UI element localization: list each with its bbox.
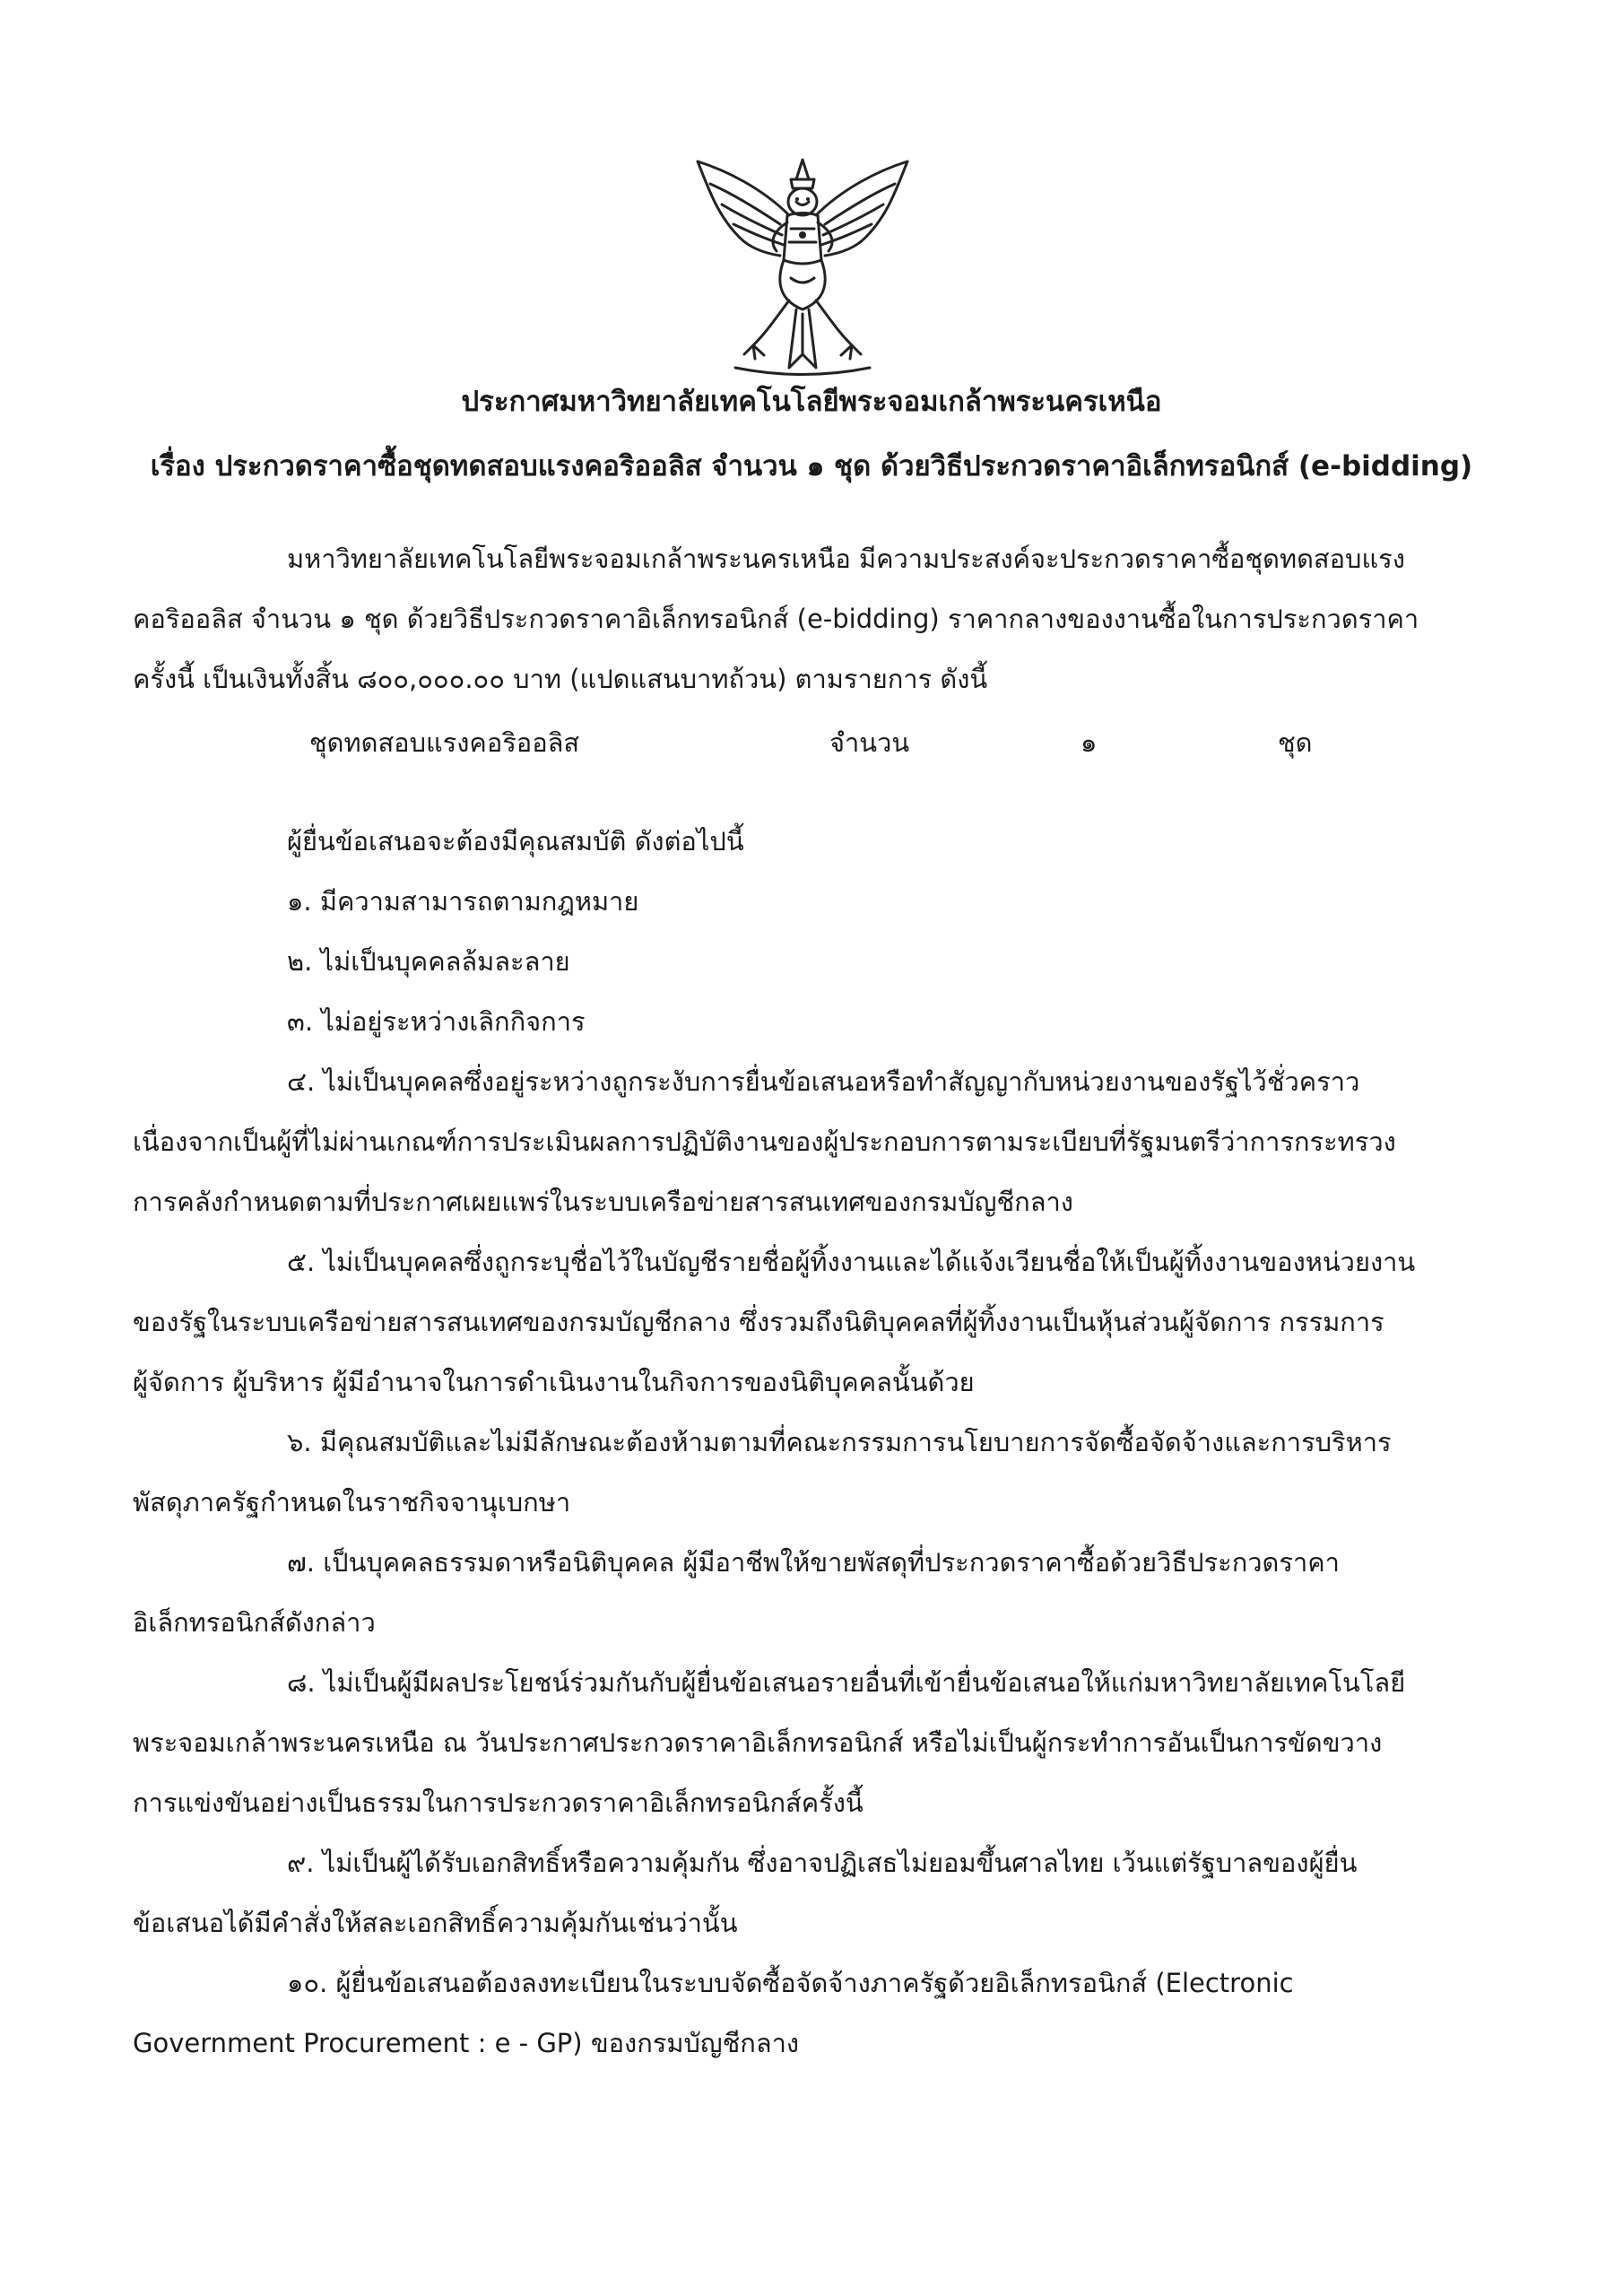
item-name: ชุดทดสอบแรงคอริออลิส bbox=[309, 727, 580, 758]
item-unit: ชุด bbox=[1278, 727, 1313, 758]
qualification-7-line-2: อิเล็กทรอนิกส์ดังกล่าว bbox=[133, 1607, 376, 1638]
item-quantity: ๑ bbox=[1081, 727, 1098, 758]
qualification-10-line-1: ๑๐. ผู้ยื่นข้อเสนอต้องลงทะเบียนในระบบจัดซื้อจัดจ้างภาครัฐด้วยอิเล็กทรอนิกส์ (Electronic bbox=[287, 1968, 1294, 1998]
garuda-emblem-icon bbox=[690, 152, 915, 381]
qualification-6-line-2: พัสดุภาครัฐกำหนดในราชกิจจานุเบกษา bbox=[133, 1487, 571, 1518]
qualification-7-line-1: ๗. เป็นบุคคลธรรมดาหรือนิติบุคคล ผู้มีอาชีพให้ขายพัสดุที่ประกวดราคาซื้อด้วยวิธีประกวดราคา bbox=[287, 1547, 1340, 1578]
qualification-4-line-3: การคลังกำหนดตามที่ประกาศเผยแพร่ในระบบเครือข่ายสารสนเทศของกรมบัญชีกลาง bbox=[133, 1187, 1073, 1217]
intro-line-2: คอริออลิส จำนวน ๑ ชุด ด้วยวิธีประกวดราคาอิเล็กทรอนิกส์ (e-bidding) ราคากลางของงานซื้อในการประกวดราคา bbox=[133, 604, 1419, 634]
item-quantity-label: จำนวน bbox=[829, 727, 910, 758]
qualification-5-line-2: ของรัฐในระบบเครือข่ายสารสนเทศของกรมบัญชีกลาง ซึ่งรวมถึงนิติบุคคลที่ผู้ทิ้งงานเป็นหุ้นส่วนผู้จัดการ กรรมการ bbox=[133, 1307, 1384, 1337]
qualification-8-line-2: พระจอมเกล้าพระนครเหนือ ณ วันประกาศประกวดราคาอิเล็กทรอนิกส์ หรือไม่เป็นผู้กระทำการอันเป็นการขัดขวาง bbox=[133, 1727, 1383, 1758]
intro-line-3: ครั้งนี้ เป็นเงินทั้งสิ้น ๘๐๐,๐๐๐.๐๐ บาท (แปดแสนบาทถ้วน) ตามรายการ ดังนี้ bbox=[133, 664, 988, 694]
qualification-8-line-3: การแข่งขันอย่างเป็นธรรมในการประกวดราคาอิเล็กทรอนิกส์ครั้งนี้ bbox=[133, 1787, 864, 1818]
qualification-6-line-1: ๖. มีคุณสมบัติและไม่มีลักษณะต้องห้ามตามที่คณะกรรมการนโยบายการจัดซื้อจัดจ้างและการบริหาร bbox=[287, 1427, 1392, 1457]
qualification-5-line-1: ๕. ไม่เป็นบุคคลซึ่งถูกระบุชื่อไว้ในบัญชีรายชื่อผู้ทิ้งงานและได้แจ้งเวียนชื่อให้เป็นผู้ทิ้งงานของหน่วยงาน bbox=[287, 1247, 1416, 1277]
qualifications-heading: ผู้ยื่นข้อเสนอจะต้องมีคุณสมบัติ ดังต่อไปนี้ bbox=[287, 826, 744, 857]
qualification-5-line-3: ผู้จัดการ ผู้บริหาร ผู้มีอำนาจในการดำเนินงานในกิจการของนิติบุคคลนั้นด้วย bbox=[133, 1367, 975, 1397]
qualification-10-line-2: Government Procurement : e - GP) ของกรมบัญชีกลาง bbox=[133, 2028, 800, 2058]
qualification-9-line-1: ๙. ไม่เป็นผู้ได้รับเอกสิทธิ์หรือความคุ้มกัน ซึ่งอาจปฏิเสธไม่ยอมขึ้นศาลไทย เว้นแต่รัฐบาลของผู้ยื่น bbox=[287, 1848, 1358, 1878]
qualification-1: ๑. มีความสามารถตามกฎหมาย bbox=[287, 886, 639, 917]
intro-line-1: มหาวิทยาลัยเทคโนโลยีพระจอมเกล้าพระนครเหนือ มีความประสงค์จะประกวดราคาซื้อชุดทดสอบแรง bbox=[287, 544, 1405, 574]
qualification-9-line-2: ข้อเสนอได้มีคำสั่งให้สละเอกสิทธิ์ความคุ้มกันเช่นว่านั้น bbox=[133, 1908, 738, 1938]
qualification-2: ๒. ไม่เป็นบุคคลล้มละลาย bbox=[287, 946, 570, 977]
qualification-8-line-1: ๘. ไม่เป็นผู้มีผลประโยชน์ร่วมกันกับผู้ยื่นข้อเสนอรายอื่นที่เข้ายื่นข้อเสนอให้แก่มหาวิทยาลัยเทคโนโลยี bbox=[287, 1667, 1406, 1698]
announcement-subject: เรื่อง ประกวดราคาซื้อชุดทดสอบแรงคอริออลิส จำนวน ๑ ชุด ด้วยวิธีประกวดราคาอิเล็กทรอนิกส์ (e-bidding) bbox=[150, 450, 1473, 483]
qualification-4-line-1: ๔. ไม่เป็นบุคคลซึ่งอยู่ระหว่างถูกระงับการยื่นข้อเสนอหรือทำสัญญากับหน่วยงานของรัฐไว้ชั่วคราว bbox=[287, 1066, 1360, 1097]
announcement-title: ประกาศมหาวิทยาลัยเทคโนโลยีพระจอมเกล้าพระนครเหนือ bbox=[461, 386, 1162, 418]
qualification-4-line-2: เนื่องจากเป็นผู้ที่ไม่ผ่านเกณฑ์การประเมินผลการปฏิบัติงานของผู้ประกอบการตามระเบียบที่รัฐมนตรีว่าการกระทรวง bbox=[133, 1126, 1396, 1157]
qualification-3: ๓. ไม่อยู่ระหว่างเลิกกิจการ bbox=[287, 1006, 586, 1037]
